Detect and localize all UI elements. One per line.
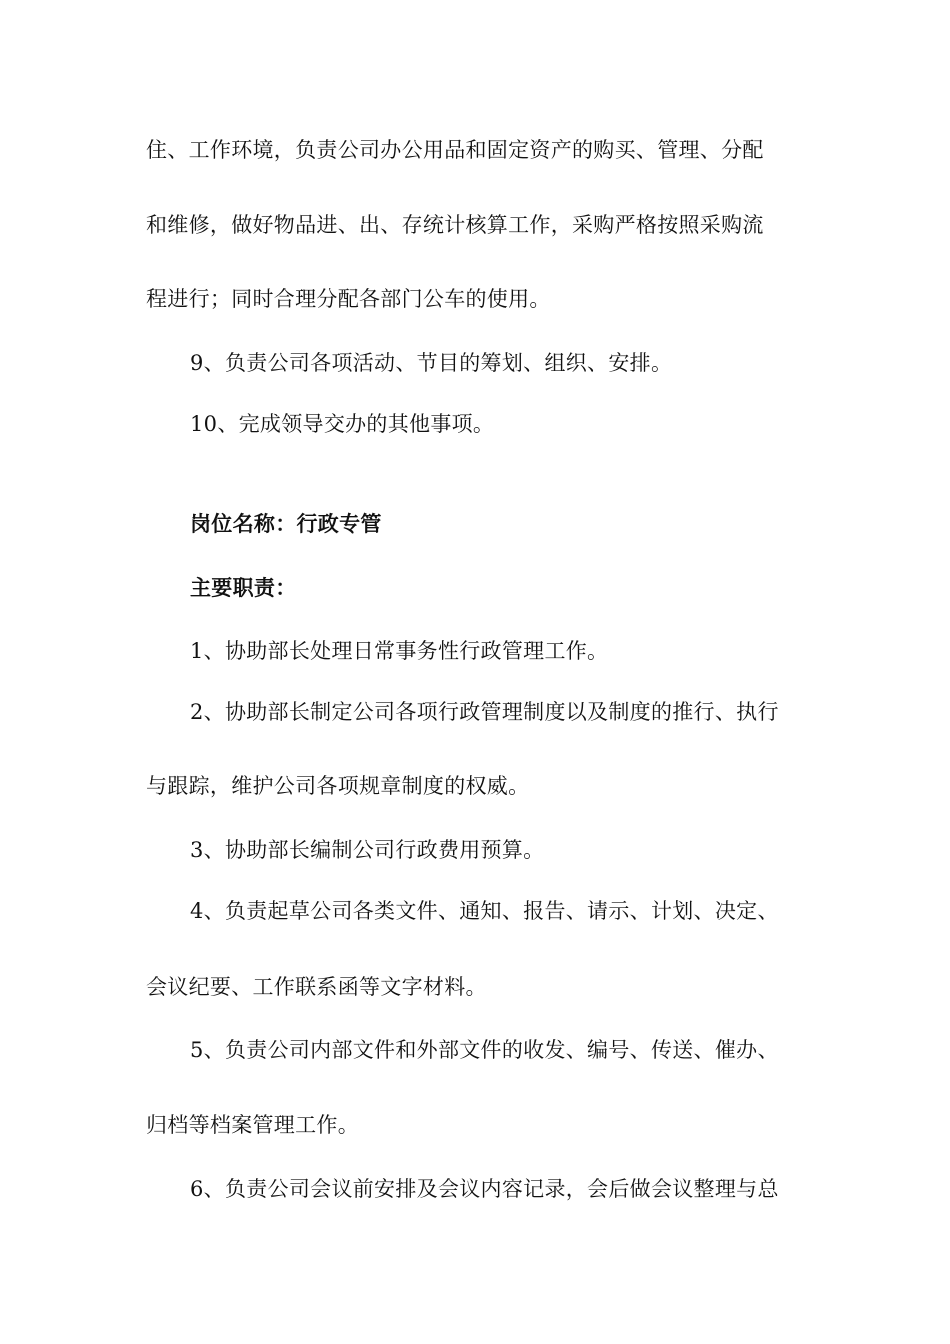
paragraph-line: 会议纪要、工作联系函等文字材料。 xyxy=(146,975,487,999)
list-item-2: 2、协助部长制定公司各项行政管理制度以及制度的推行、执行 xyxy=(190,700,779,724)
position-title: 岗位名称：行政专管 xyxy=(190,511,382,536)
list-item-1: 1、协助部长处理日常事务性行政管理工作。 xyxy=(190,639,609,663)
paragraph-line: 和维修，做好物品进、出、存统计核算工作，采购严格按照采购流 xyxy=(146,213,764,237)
paragraph-line: 归档等档案管理工作。 xyxy=(146,1113,359,1137)
paragraph-line: 住、工作环境，负责公司办公用品和固定资产的购买、管理、分配 xyxy=(146,138,764,162)
list-item-3: 3、协助部长编制公司行政费用预算。 xyxy=(190,838,545,862)
list-item-9: 9、负责公司各项活动、节目的筹划、组织、安排。 xyxy=(190,351,673,375)
list-item-6: 6、负责公司会议前安排及会议内容记录，会后做会议整理与总 xyxy=(190,1177,779,1201)
duties-heading: 主要职责： xyxy=(190,575,297,600)
list-item-4: 4、负责起草公司各类文件、通知、报告、请示、计划、决定、 xyxy=(190,899,779,923)
list-item-5: 5、负责公司内部文件和外部文件的收发、编号、传送、催办、 xyxy=(190,1038,779,1062)
paragraph-line: 程进行；同时合理分配各部门公车的使用。 xyxy=(146,287,551,311)
paragraph-line: 与跟踪，维护公司各项规章制度的权威。 xyxy=(146,774,530,798)
list-item-10: 10、完成领导交办的其他事项。 xyxy=(190,412,495,436)
